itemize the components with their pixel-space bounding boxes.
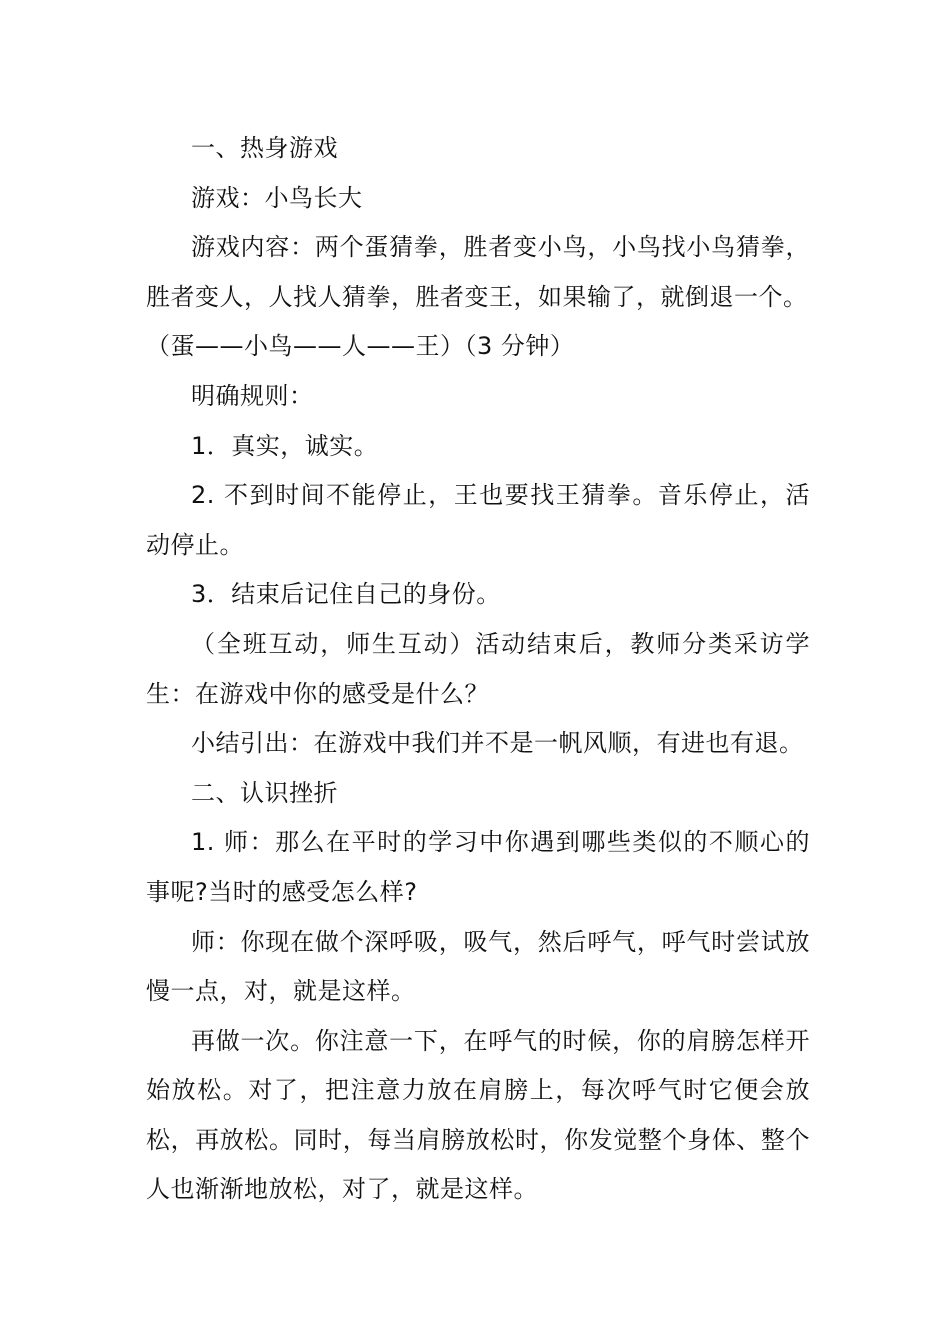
relaxation-paragraph: 再做一次。你注意一下，在呼气的时候，你的肩膀怎样开始放松。对了，把注意力放在肩膀上，每次呼气时它便会放松，再放松。同时，每当肩膀放松时，你发觉整个身体、整个人也渐渐地放松，对了，就是这样。 bbox=[146, 1026, 810, 1204]
rules-heading: 明确规则： bbox=[191, 381, 314, 410]
game-name: 游戏：小鸟长大 bbox=[191, 183, 363, 212]
game-content: 游戏内容：两个蛋猜拳，胜者变小鸟，小鸟找小鸟猜拳，胜者变人，人找人猜拳，胜者变王，如果输了，就倒退一个。 bbox=[146, 233, 810, 311]
document-body bbox=[146, 124, 810, 1215]
section-heading-warmup: 一、热身游戏 bbox=[191, 134, 338, 162]
rule-item-3: 3．结束后记住自己的身份。 bbox=[191, 580, 501, 609]
rule-item-1: 1．真实，诚实。 bbox=[191, 431, 379, 460]
rule-item-2: 2. 不到时间不能停止，王也要找王猜拳。音乐停止，活动停止。 bbox=[146, 481, 810, 559]
summary-paragraph: 小结引出：在游戏中我们并不是一帆风顺，有进也有退。 bbox=[191, 729, 804, 758]
teacher-question: 1. 师：那么在平时的学习中你遇到哪些类似的不顺心的事呢?当时的感受怎么样? bbox=[146, 828, 810, 906]
section-heading-frustration: 二、认识挫折 bbox=[191, 778, 338, 807]
game-sequence-note: （蛋——小鸟——人——王）（3 分钟） bbox=[146, 332, 575, 361]
interaction-paragraph: （全班互动，师生互动）活动结束后，教师分类采访学生：在游戏中你的感受是什么？ bbox=[146, 629, 810, 708]
breathing-instruction: 师：你现在做个深呼吸，吸气，然后呼气，呼气时尝试放慢一点，对，就是这样。 bbox=[146, 927, 810, 1006]
